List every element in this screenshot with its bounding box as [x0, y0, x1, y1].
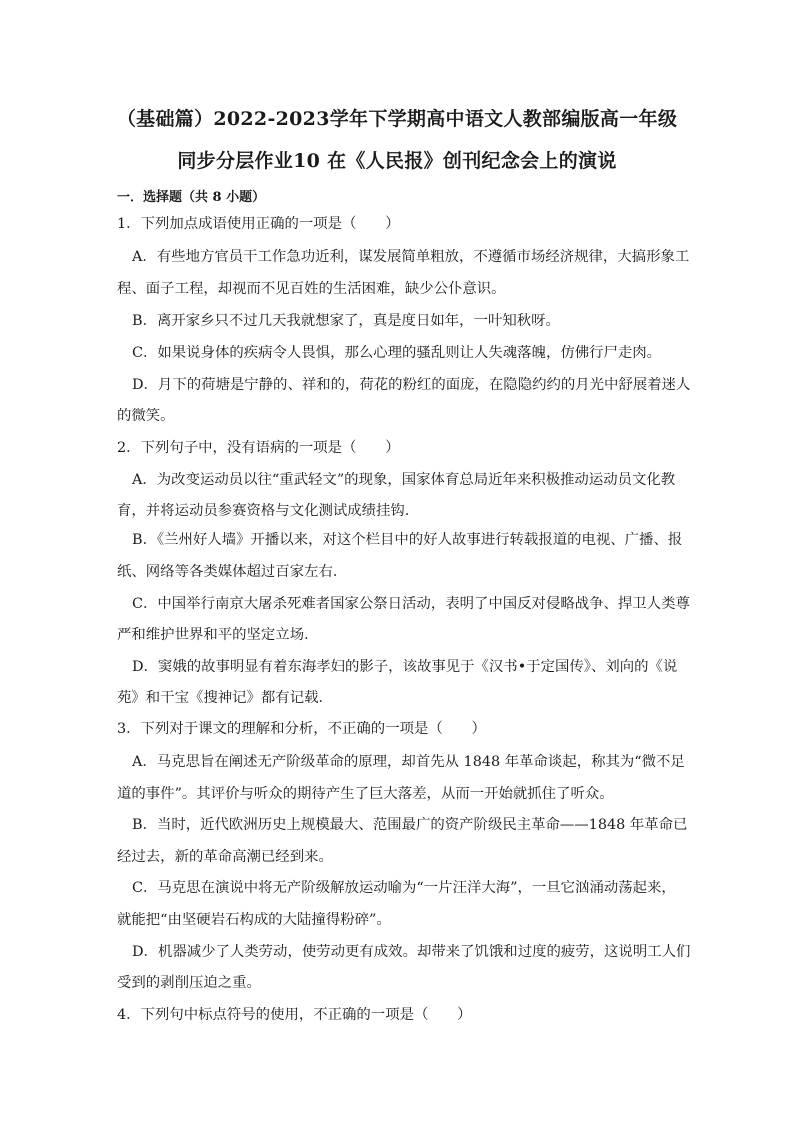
question-3-option-b: B．当时，近代欧洲历史上规模最大、范围最广的资产阶级民主革命——1848 年革命已	[132, 817, 688, 833]
section-heading: 一．选择题（共 8 小题）	[117, 190, 266, 205]
question-3-option-b-cont: 经过去，新的革命高潮已经到来。	[117, 849, 333, 865]
question-3-option-c-cont: 就能把“由坚硬岩石构成的大陆撞得粉碎”。	[117, 912, 391, 928]
question-2-option-b-cont: 纸、网络等各类媒体超过百家左右．	[117, 564, 348, 580]
question-2-option-c: C．中国举行南京大屠杀死难者国家公祭日活动，表明了中国反对侵略战争、捍卫人类尊	[132, 596, 690, 612]
question-2-option-d-cont: 苑》和干宝《搜神记》都有记载．	[117, 690, 333, 706]
question-1-option-a-cont: 程、面子工程，却视而不见百姓的生活困难，缺少公仆意识。	[117, 281, 506, 297]
question-2-option-c-cont: 严和维护世界和平的坚定立场．	[117, 627, 319, 643]
question-2-stem: 2．下列句子中，没有语病的一项是（ ）	[117, 440, 400, 456]
question-4-stem: 4．下列句中标点符号的使用，不正确的一项是（ ）	[117, 1007, 472, 1023]
question-3-option-d-cont: 受到的剥削压迫之重。	[117, 975, 261, 991]
question-3-option-a: A．马克思旨在阐述无产阶级革命的原理，却首先从 1848 年革命谈起，称其为“微不足	[132, 754, 685, 770]
question-1-option-a: A．有些地方官员干工作急功近利，谋发展简单粗放，不遵循市场经济规律，大搞形象工	[132, 249, 690, 265]
question-2-option-b: B．《兰州好人墙》开播以来，对这个栏目中的好人故事进行转载报道的电视、广播、报	[132, 532, 683, 548]
question-1-stem: 1．下列加点成语使用正确的一项是（ ）	[117, 216, 400, 232]
question-2-option-d: D．窦娥的故事明显有着东海孝妇的影子，该故事见于《汉书•于定国传》、刘向的《说	[132, 659, 678, 675]
question-2-option-a: A．为改变运动员以往“重武轻文”的现象，国家体育总局近年来积极推动运动员文化教	[132, 472, 676, 488]
question-3-option-a-cont: 道的事件”。其评价与听众的期待产生了巨大落差，从而一开始就抓住了听众。	[117, 786, 614, 802]
document-title-line1: （基础篇）2022-2023学年下学期高中语文人教部编版高一年级	[116, 108, 678, 130]
question-1-option-c: C．如果说身体的疾病令人畏惧，那么心理的骚乱则让人失魂落魄，仿佛行尸走肉。	[132, 345, 662, 361]
question-1-option-b: B．离开家乡只不过几天我就想家了，真是度日如年，一叶知秋呀。	[132, 313, 560, 329]
question-3-stem: 3．下列对于课文的理解和分析，不正确的一项是（ ）	[117, 721, 486, 737]
question-3-option-d: D．机器减少了人类劳动，使劳动更有成效。却带来了饥饿和过度的疲劳，这说明工人们	[132, 944, 691, 960]
question-2-option-a-cont: 育，并将运动员参赛资格与文化测试成绩挂钩．	[117, 503, 420, 519]
question-1-option-d-cont: 的微笑。	[117, 408, 175, 424]
question-1-option-d: D．月下的荷塘是宁静的、祥和的，荷花的粉红的面庞，在隐隐约约的月光中舒展着迷人	[132, 377, 691, 393]
question-3-option-c: C．马克思在演说中将无产阶级解放运动喻为“一片汪洋大海”，一旦它汹涌动荡起来，	[132, 880, 676, 896]
document-title-line2: 同步分层作业10 在《人民报》创刊纪念会上的演说	[177, 150, 617, 172]
